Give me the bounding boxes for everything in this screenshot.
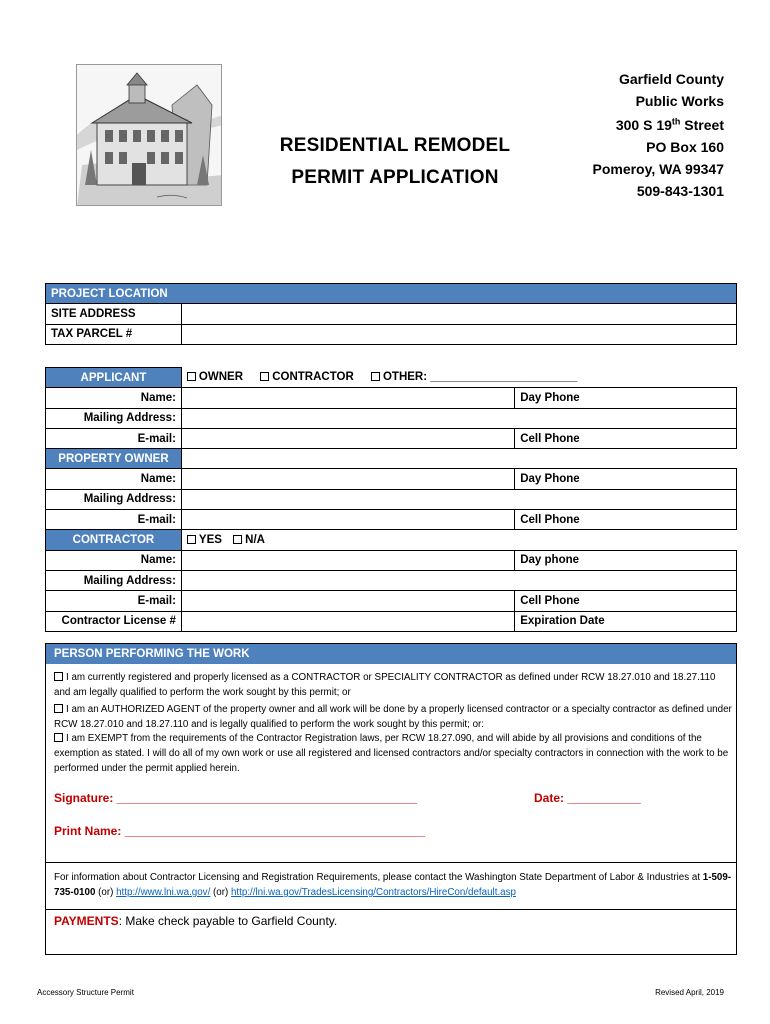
owner-mailing-label: Mailing Address: xyxy=(46,489,182,509)
yes-option-label: YES xyxy=(198,534,222,547)
contractor-option-label: CONTRACTOR xyxy=(272,371,354,384)
owner-email-field[interactable] xyxy=(181,510,514,530)
contractor-mailing-field[interactable] xyxy=(181,570,736,590)
contractor-license-field[interactable] xyxy=(181,611,514,631)
contractor-heading: CONTRACTOR xyxy=(46,530,182,550)
hirecon-link[interactable]: http://lni.wa.gov/TradesLicensing/Contractors/HireCon/default.asp xyxy=(230,887,516,898)
footer-revision: Revised April, 2019 xyxy=(655,988,724,997)
title-line-1: RESIDENTIAL REMODEL xyxy=(279,135,511,156)
applicant-heading: APPLICANT xyxy=(46,368,182,388)
checkbox-icon[interactable] xyxy=(260,372,269,381)
contractor-email-label: E-mail: xyxy=(46,591,182,611)
applicant-cell-phone[interactable]: Cell Phone xyxy=(515,428,737,448)
contractor-license-label: Contractor License # xyxy=(46,611,182,631)
section-divider xyxy=(46,909,736,910)
agency-address xyxy=(592,114,724,136)
project-location-table xyxy=(45,283,737,345)
signature-line[interactable]: Signature: _____________________________________________ xyxy=(54,791,417,805)
address-sup: th xyxy=(671,116,681,127)
document-title xyxy=(260,130,530,194)
applicant-name-field[interactable] xyxy=(181,388,514,408)
footer-form-name: Accessory Structure Permit xyxy=(37,988,134,997)
print-name-line[interactable]: Print Name: _____________________________________________ xyxy=(54,824,426,838)
checkbox-icon[interactable] xyxy=(233,535,242,544)
yes-option[interactable] xyxy=(187,534,222,546)
contractor-expiration[interactable]: Expiration Date xyxy=(515,611,737,631)
na-option[interactable] xyxy=(233,534,265,546)
owner-name-field[interactable] xyxy=(181,469,514,489)
applicant-name-label: Name: xyxy=(46,388,182,408)
agency-city: Pomeroy, WA 99347 xyxy=(592,161,724,177)
applicant-day-phone[interactable]: Day Phone xyxy=(515,388,737,408)
checkbox-icon[interactable] xyxy=(54,704,63,713)
na-option-label: N/A xyxy=(245,534,265,547)
contractor-mailing-label: Mailing Address: xyxy=(46,570,182,590)
agency-po-box: PO Box 160 xyxy=(646,139,724,155)
applicant-email-label: E-mail: xyxy=(46,428,182,448)
contractor-cell-phone[interactable]: Cell Phone xyxy=(515,591,737,611)
applicant-mailing-field[interactable] xyxy=(181,408,736,428)
section-divider xyxy=(46,862,736,863)
parties-table xyxy=(45,367,737,632)
work-option-exempt-text: I am EXEMPT from the requirements of the Contractor Registration laws, per RCW 18.27.090, and will abide by all provisions and conditions of the exemption as stated. I will do all of my own work or use all registered and licensed contractors and/or specialty contractors in connection with the work to be performed under the permit applied herein. xyxy=(54,733,729,774)
site-address-label: SITE ADDRESS xyxy=(46,304,182,324)
contractor-name-field[interactable] xyxy=(181,550,514,570)
or-separator: (or) xyxy=(95,887,117,898)
tax-parcel-label: TAX PARCEL # xyxy=(46,324,182,344)
owner-day-phone[interactable]: Day Phone xyxy=(515,469,737,489)
other-option-label: OTHER: _______________________ xyxy=(382,371,578,384)
payments-note xyxy=(54,914,337,928)
address-street: Street xyxy=(680,117,724,133)
owner-cell-phone[interactable]: Cell Phone xyxy=(515,510,737,530)
payments-text: : Make check payable to Garfield County. xyxy=(118,914,338,928)
site-address-field[interactable] xyxy=(182,304,737,324)
project-location-heading: PROJECT LOCATION xyxy=(46,284,737,304)
applicant-type-options xyxy=(181,368,736,388)
agency-block xyxy=(592,68,724,202)
owner-heading-spacer xyxy=(181,449,736,469)
date-line[interactable]: Date: ___________ xyxy=(534,791,641,805)
owner-mailing-field[interactable] xyxy=(181,489,736,509)
payments-label: PAYMENTS xyxy=(54,914,119,928)
address-number: 300 S 19 xyxy=(615,117,672,133)
or-separator: (or) xyxy=(210,887,231,898)
lni-link[interactable]: http://www.lni.wa.gov/ xyxy=(116,887,211,898)
checkbox-icon[interactable] xyxy=(54,672,63,681)
contractor-option[interactable] xyxy=(260,371,354,383)
lni-phone: 1-509-735-0100 xyxy=(54,872,732,898)
checkbox-icon[interactable] xyxy=(187,535,196,544)
owner-option-label: OWNER xyxy=(198,371,244,384)
work-heading: PERSON PERFORMING THE WORK xyxy=(46,644,736,664)
owner-option[interactable] xyxy=(187,371,243,383)
checkbox-icon[interactable] xyxy=(54,733,63,742)
owner-email-label: E-mail: xyxy=(46,510,182,530)
property-owner-heading: PROPERTY OWNER xyxy=(46,449,182,469)
title-line-2: PERMIT APPLICATION xyxy=(291,167,499,188)
checkbox-icon[interactable] xyxy=(187,372,196,381)
licensing-info-text: For information about Contractor Licensing and Registration Requirements, please contact the Washington State Department of Labor & Industries at xyxy=(54,872,703,883)
agency-department: Public Works xyxy=(635,93,724,109)
applicant-email-field[interactable] xyxy=(181,428,514,448)
other-option[interactable] xyxy=(371,371,577,383)
tax-parcel-field[interactable] xyxy=(182,324,737,344)
work-option-contractor xyxy=(54,670,732,700)
contractor-name-label: Name: xyxy=(46,550,182,570)
work-option-agent xyxy=(54,702,732,732)
courthouse-logo xyxy=(76,64,222,206)
work-option-agent-text: I am an AUTHORIZED AGENT of the property owner and all work will be done by a properly licensed contractor or a specialty contractor as defined under RCW 18.27.010 and 18.27.110 and is legally qualified to perform the work sought by this permit; or: xyxy=(54,704,732,730)
work-option-exempt xyxy=(54,731,732,776)
applicant-mailing-label: Mailing Address: xyxy=(46,408,182,428)
contractor-options xyxy=(181,530,736,550)
licensing-info xyxy=(54,870,734,900)
contractor-email-field[interactable] xyxy=(181,591,514,611)
owner-name-label: Name: xyxy=(46,469,182,489)
agency-name: Garfield County xyxy=(618,71,724,87)
agency-phone: 509-843-1301 xyxy=(636,183,724,199)
checkbox-icon[interactable] xyxy=(371,372,380,381)
work-option-contractor-text: I am currently registered and properly licensed as a CONTRACTOR or SPECIALITY CONTRACTOR as defined under RCW 18.27.010 and 18.27.110 and am legally qualified to perform the work sought by this permit; or xyxy=(54,672,716,698)
person-performing-work-section xyxy=(45,643,737,955)
contractor-day-phone[interactable]: Day phone xyxy=(515,550,737,570)
